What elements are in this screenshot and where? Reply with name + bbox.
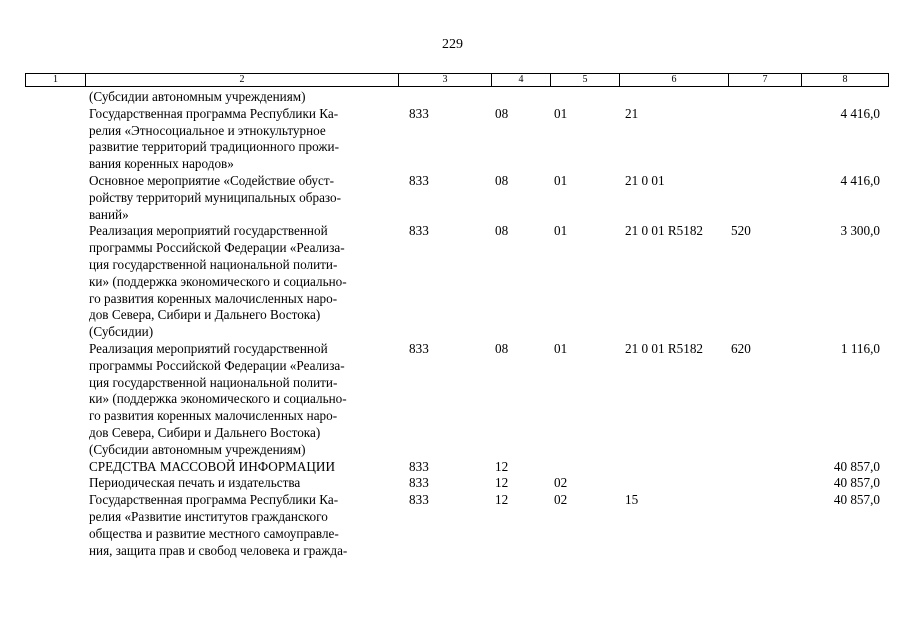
- target-article-code: 21 0 01: [625, 172, 665, 188]
- row-description: [85, 475, 398, 492]
- description-line: Государственная программа Республики Ка-: [89, 492, 339, 508]
- section-code: 08: [495, 105, 509, 121]
- description-line: Реализация мероприятий государственной: [89, 223, 328, 239]
- table-row: [25, 106, 880, 173]
- description-line: Реализация мероприятий государственной: [89, 340, 328, 356]
- department-code: 833: [409, 105, 429, 121]
- table-row: [25, 341, 880, 459]
- expense-type-code: 520: [731, 223, 751, 239]
- column-number-8: 8: [802, 74, 889, 87]
- page-number: 229: [442, 37, 463, 52]
- amount-value: 4 416,0: [840, 105, 880, 121]
- row-number-cell: [25, 492, 85, 559]
- amount-value: 1 116,0: [840, 340, 880, 356]
- section-code: [491, 89, 550, 106]
- description-line: развитие территорий традиционного прожи-: [89, 139, 339, 155]
- description-line: программы Российской Федерации «Реализа-: [89, 240, 345, 256]
- budget-table-body: [25, 89, 880, 559]
- column-number-7: 7: [729, 74, 802, 87]
- table-row: [25, 223, 880, 341]
- column-number-5: 5: [551, 74, 620, 87]
- department-code: 833: [409, 223, 429, 239]
- table-row: [25, 173, 880, 223]
- table-row: [25, 492, 880, 559]
- row-description: [85, 459, 398, 476]
- subsection-code: 02: [554, 475, 568, 491]
- expense-type-code: [728, 106, 801, 173]
- expense-type-code: [728, 492, 801, 559]
- row-description: [85, 89, 398, 106]
- description-line: СРЕДСТВА МАССОВОЙ ИНФОРМАЦИИ: [89, 458, 335, 474]
- subsection-code: 02: [554, 492, 568, 508]
- description-line: ройству территорий муниципальных образо-: [89, 189, 342, 205]
- section-code: 12: [495, 458, 509, 474]
- section-code: 12: [495, 475, 509, 491]
- subsection-code: [550, 459, 619, 476]
- description-line: дов Севера, Сибири и Дальнего Востока): [89, 307, 321, 323]
- department-code: 833: [409, 475, 429, 491]
- description-line: ция государственной национальной полити-: [89, 374, 338, 390]
- row-description: [85, 492, 398, 559]
- description-line: ки» (поддержка экономического и социально-: [89, 273, 347, 289]
- amount-value: 3 300,0: [840, 223, 880, 239]
- description-line: релия «Развитие институтов гражданского: [89, 508, 328, 524]
- row-number-cell: [25, 223, 85, 341]
- target-article-code: [619, 475, 728, 492]
- description-line: вания коренных народов»: [89, 156, 234, 172]
- expense-type-code: [728, 173, 801, 223]
- row-description: [85, 223, 398, 341]
- expense-type-code: [728, 475, 801, 492]
- section-code: 08: [495, 223, 509, 239]
- description-line: релия «Этносоциальное и этнокультурное: [89, 122, 326, 138]
- table-row: [25, 459, 880, 476]
- target-article-code: 21: [625, 105, 639, 121]
- column-number-4: 4: [492, 74, 551, 87]
- description-line: программы Российской Федерации «Реализа-: [89, 357, 345, 373]
- amount-value: 40 857,0: [833, 492, 880, 508]
- description-line: общества и развитие местного самоуправле-: [89, 525, 339, 541]
- description-line: ния, защита прав и свобод человека и гражда-: [89, 542, 348, 558]
- column-number-header: [25, 73, 889, 87]
- description-line: Государственная программа Республики Ка-: [89, 105, 339, 121]
- target-article-code: [619, 459, 728, 476]
- row-number-cell: [25, 89, 85, 106]
- row-description: [85, 341, 398, 459]
- amount-value: 40 857,0: [833, 475, 880, 491]
- expense-type-code: [728, 89, 801, 106]
- section-code: 12: [495, 492, 509, 508]
- column-number-2: 2: [86, 74, 399, 87]
- department-code: 833: [409, 340, 429, 356]
- subsection-code: 01: [554, 172, 568, 188]
- subsection-code: 01: [554, 105, 568, 121]
- amount-value: 4 416,0: [840, 172, 880, 188]
- description-line: го развития коренных малочисленных наро-: [89, 290, 338, 306]
- table-row: [25, 475, 880, 492]
- description-line: ция государственной национальной полити-: [89, 256, 338, 272]
- department-code: 833: [409, 492, 429, 508]
- description-line: Периодическая печать и издательства: [89, 475, 301, 491]
- subsection-code: [550, 89, 619, 106]
- row-number-cell: [25, 475, 85, 492]
- description-line: (Субсидии): [89, 324, 154, 340]
- amount-value: [801, 89, 880, 106]
- expense-type-code: 620: [731, 340, 751, 356]
- row-number-cell: [25, 341, 85, 459]
- target-article-code: [619, 89, 728, 106]
- table-row: [25, 89, 880, 106]
- column-number-1: 1: [26, 74, 86, 87]
- row-number-cell: [25, 459, 85, 476]
- column-number-6: 6: [620, 74, 729, 87]
- section-code: 08: [495, 340, 509, 356]
- target-article-code: 21 0 01 R5182: [625, 340, 704, 356]
- target-article-code: 15: [625, 492, 639, 508]
- subsection-code: 01: [554, 340, 568, 356]
- description-line: ваний»: [89, 206, 129, 222]
- row-number-cell: [25, 173, 85, 223]
- description-line: (Субсидии автономным учреждениям): [89, 89, 306, 104]
- column-number-3: 3: [399, 74, 492, 87]
- description-line: (Субсидии автономным учреждениям): [89, 441, 306, 457]
- subsection-code: 01: [554, 223, 568, 239]
- department-code: [398, 89, 491, 106]
- expense-type-code: [728, 459, 801, 476]
- section-code: 08: [495, 172, 509, 188]
- description-line: го развития коренных малочисленных наро-: [89, 408, 338, 424]
- description-line: ки» (поддержка экономического и социально-: [89, 391, 347, 407]
- department-code: 833: [409, 458, 429, 474]
- row-description: [85, 106, 398, 173]
- description-line: Основное мероприятие «Содействие обуст-: [89, 172, 335, 188]
- department-code: 833: [409, 172, 429, 188]
- description-line: дов Севера, Сибири и Дальнего Востока): [89, 424, 321, 440]
- amount-value: 40 857,0: [833, 458, 880, 474]
- target-article-code: 21 0 01 R5182: [625, 223, 704, 239]
- row-number-cell: [25, 106, 85, 173]
- row-description: [85, 173, 398, 223]
